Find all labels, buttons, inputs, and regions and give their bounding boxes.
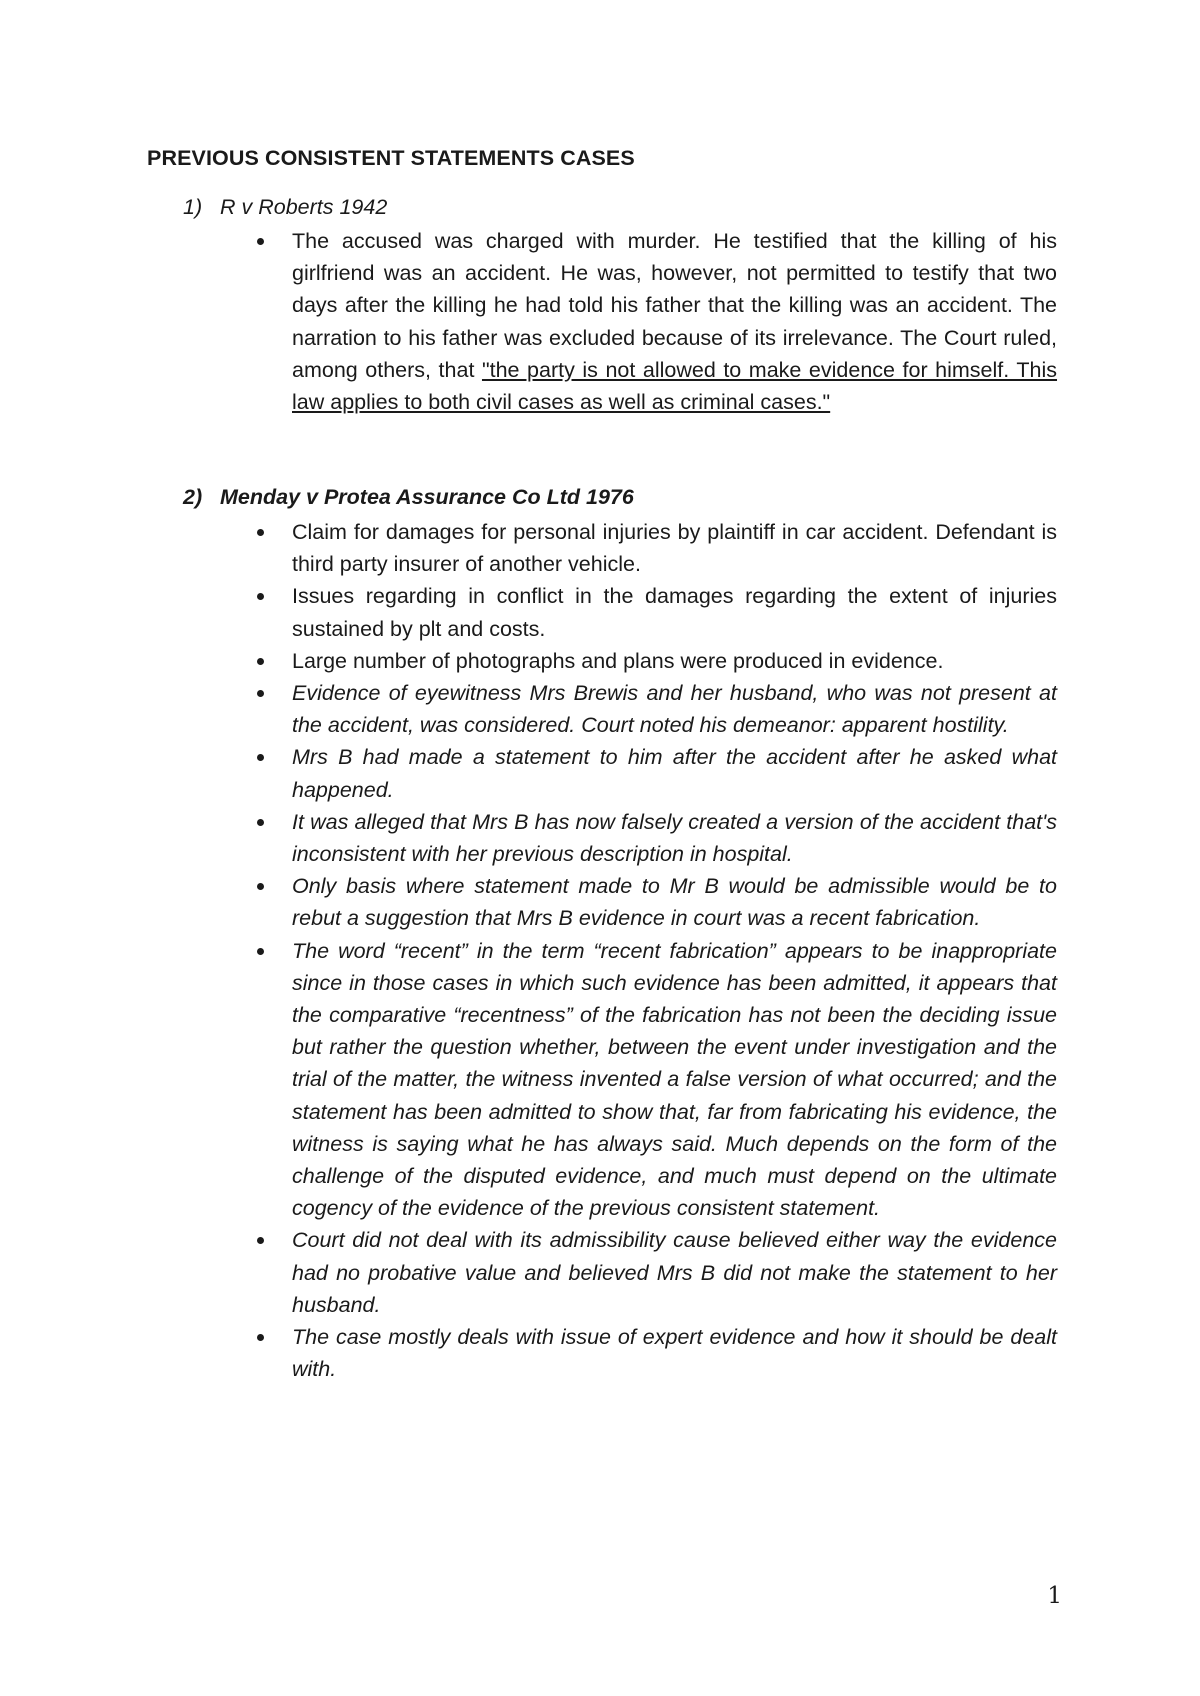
list-item: [292, 677, 1057, 741]
bullet-icon: [257, 658, 264, 665]
bullet-text: Large number of photographs and plans were produced in evidence.: [292, 648, 944, 673]
bullet-text: The accused was charged with murder. He testified that the killing of his girlfriend was an accident. He was, however, not permitted to testify that two days after the killing he had told his father that the killing was an accident. The narration to his father was excluded because of its irrelevance. The Court ruled, among others, that: [292, 229, 1057, 382]
bullet-icon: [257, 690, 264, 697]
case-bullet-list-menday: [292, 516, 1057, 1385]
case-name: Menday v Protea Assurance Co Ltd 1976: [220, 485, 634, 509]
list-item: [292, 516, 1057, 580]
list-item: [292, 741, 1057, 805]
bullet-text: Evidence of eyewitness Mrs Brewis and her husband, who was not present at the accident, was considered. Court noted his demeanor: apparent hostility.: [292, 681, 1057, 738]
bullet-icon: [257, 1237, 264, 1244]
bullet-icon: [257, 819, 264, 826]
bullet-text: Only basis where statement made to Mr B would be admissible would be to rebut a suggestion that Mrs B evidence in court was a recent fabrication.: [292, 874, 1057, 931]
bullet-icon: [257, 883, 264, 890]
case-number: 2): [183, 485, 203, 509]
bullet-icon: [257, 754, 264, 761]
list-item: [292, 645, 1057, 677]
list-item: [292, 806, 1057, 870]
bullet-text: It was alleged that Mrs B has now falsely created a version of the accident that's inconsistent with her previous description in hospital.: [292, 809, 1057, 867]
bullet-text: The word “recent” in the term “recent fabrication” appears to be inappropriate since in those cases in which such evidence has been admitted, it appears that the comparative “recentness” of the fabrication has not been the deciding issue but rather the question whether, between the event under investigation and the trial of the matter, the witness invented a false version of what occurred; and the statement has been admitted to show that, far from fabricating his evidence, the witness is saying what he has always said. Much depends on the form of the challenge of the disputed evidence, and much must depend on the ultimate cogency of the evidence of the previous consistent statement.: [292, 938, 1057, 1221]
case-bullet-list-roberts: [292, 225, 1057, 418]
bullet-icon: [257, 948, 264, 955]
bullet-text: Claim for damages for personal injuries by plaintiff in car accident. Defendant is third party insurer of another vehicle.: [292, 520, 1057, 577]
document-title: PREVIOUS CONSISTENT STATEMENTS CASES: [147, 146, 635, 170]
case-number: 1): [183, 195, 203, 219]
list-item: [292, 580, 1057, 644]
underlined-quote: "the party is not allowed to make evidence for himself. This law applies to both civil cases as well as criminal cases.": [292, 357, 1058, 415]
bullet-text: Mrs B had made a statement to him after the accident after he asked what happened.: [292, 745, 1057, 802]
bullet-text: Court did not deal with its admissibility cause believed either way the evidence had no probative value and believed Mrs B did not make the statement to her husband.: [292, 1228, 1057, 1317]
bullet-icon: [257, 1334, 264, 1341]
list-item: [292, 935, 1057, 1225]
bullet-icon: [257, 238, 264, 245]
bullet-icon: [257, 593, 264, 600]
list-item: [292, 1321, 1057, 1385]
list-item: [292, 225, 1057, 418]
bullet-text: Issues regarding in conflict in the damages regarding the extent of injuries sustained by plt and costs.: [292, 584, 1057, 641]
page-number: 1: [1047, 1583, 1062, 1609]
list-item: [292, 1224, 1057, 1321]
bullet-icon: [257, 529, 264, 536]
list-item: [292, 870, 1057, 934]
case-name: R v Roberts 1942: [220, 195, 388, 219]
case-heading-menday: [183, 485, 634, 510]
case-heading-roberts: [183, 195, 387, 220]
bullet-text: The case mostly deals with issue of expert evidence and how it should be dealt with.: [292, 1325, 1057, 1382]
